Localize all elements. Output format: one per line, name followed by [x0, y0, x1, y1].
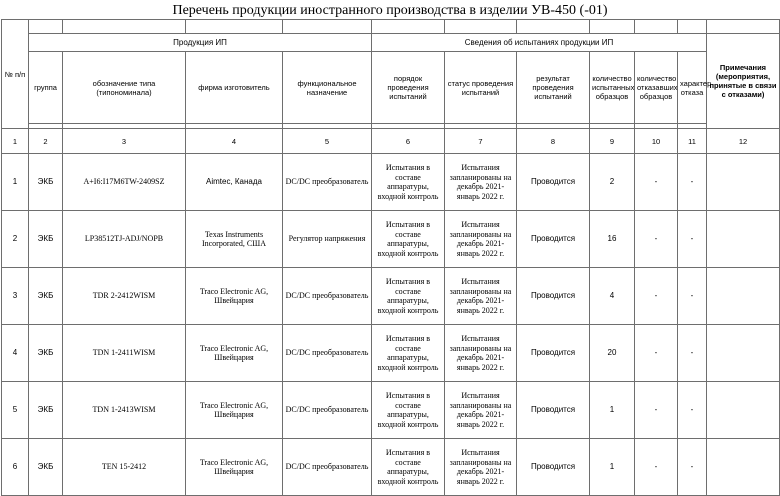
column-number: 11	[678, 129, 707, 154]
cell-maker: Traco Electronic AG, Швейцария	[186, 268, 283, 325]
col-header-num: № п/п	[2, 20, 29, 129]
cell-notes	[707, 382, 780, 439]
cell-tested: 4	[590, 268, 635, 325]
cell-group: ЭКБ	[29, 325, 63, 382]
col-header-maker: фирма изготовитель	[186, 52, 283, 124]
cell-result: Проводится	[517, 154, 590, 211]
cell-status: Испытания запланированы на декабрь 2021-январь 2022 г.	[445, 211, 517, 268]
cell-notes	[707, 268, 780, 325]
cell-order: Испытания в составе аппаратуры, входной контроль	[372, 439, 445, 496]
cell-type: TDN 1-2411WISM	[63, 325, 186, 382]
cell-result: Проводится	[517, 211, 590, 268]
cell-tested: 20	[590, 325, 635, 382]
cell-tested: 2	[590, 154, 635, 211]
cell-type: TDR 2-2412WISM	[63, 268, 186, 325]
cell-status: Испытания запланированы на декабрь 2021-январь 2022 г.	[445, 382, 517, 439]
cell-function: DC/DC преобразователь	[283, 268, 372, 325]
cell-num: 5	[2, 382, 29, 439]
cell-function: DC/DC преобразователь	[283, 154, 372, 211]
column-number: 9	[590, 129, 635, 154]
col-header-count-tested: количество испытанных образцов	[590, 52, 635, 124]
cell-failure: -	[678, 154, 707, 211]
cell-failed: -	[635, 325, 678, 382]
cell-result: Проводится	[517, 382, 590, 439]
cell-notes	[707, 154, 780, 211]
cell-status: Испытания запланированы на декабрь 2021-январь 2022 г.	[445, 268, 517, 325]
cell-group: ЭКБ	[29, 439, 63, 496]
cell-type: LP38512TJ-ADJ/NOPB	[63, 211, 186, 268]
top-spacer-row	[2, 20, 780, 34]
cell-group: ЭКБ	[29, 154, 63, 211]
cell-order: Испытания в составе аппаратуры, входной контроль	[372, 382, 445, 439]
cell-failed: -	[635, 154, 678, 211]
table-row	[2, 268, 780, 325]
document-title: Перечень продукции иностранного производства в изделии УВ-450 (-01)	[172, 3, 608, 18]
cell-failed: -	[635, 382, 678, 439]
cell-group: ЭКБ	[29, 268, 63, 325]
cell-num: 3	[2, 268, 29, 325]
table-row	[2, 154, 780, 211]
cell-failure: -	[678, 268, 707, 325]
column-header-row	[2, 52, 780, 124]
column-number: 10	[635, 129, 678, 154]
cell-maker: Traco Electronic AG, Швейцария	[186, 439, 283, 496]
cell-tested: 1	[590, 382, 635, 439]
cell-type: TDN 1-2413WISM	[63, 382, 186, 439]
cell-failed: -	[635, 439, 678, 496]
col-header-failure: характер отказа	[678, 52, 707, 124]
cell-failure: -	[678, 211, 707, 268]
cell-result: Проводится	[517, 325, 590, 382]
column-number: 1	[2, 129, 29, 154]
cell-num: 4	[2, 325, 29, 382]
cell-function: DC/DC преобразователь	[283, 325, 372, 382]
table-row	[2, 211, 780, 268]
cell-maker: Texas Instruments Incorporated, США	[186, 211, 283, 268]
table-row	[2, 439, 780, 496]
cell-result: Проводится	[517, 268, 590, 325]
table-row	[2, 382, 780, 439]
cell-order: Испытания в составе аппаратуры, входной контроль	[372, 268, 445, 325]
cell-result: Проводится	[517, 439, 590, 496]
cell-maker: Traco Electronic AG, Швейцария	[186, 382, 283, 439]
cell-status: Испытания запланированы на декабрь 2021-январь 2022 г.	[445, 439, 517, 496]
cell-failure: -	[678, 439, 707, 496]
cell-function: DC/DC преобразователь	[283, 382, 372, 439]
group-header-product: Продукция ИП	[29, 34, 372, 52]
col-header-group: группа	[29, 52, 63, 124]
cell-tested: 1	[590, 439, 635, 496]
column-number: 4	[186, 129, 283, 154]
cell-type: A+I6:I17M6TW-2409SZ	[63, 154, 186, 211]
col-header-result: результат проведения испытаний	[517, 52, 590, 124]
col-header-function: функциональное назначение	[283, 52, 372, 124]
column-number: 12	[707, 129, 780, 154]
cell-function: DC/DC преобразователь	[283, 439, 372, 496]
cell-tested: 16	[590, 211, 635, 268]
cell-notes	[707, 325, 780, 382]
cell-group: ЭКБ	[29, 211, 63, 268]
cell-failed: -	[635, 268, 678, 325]
col-header-type: обозначение типа (типономинала)	[63, 52, 186, 124]
cell-failure: -	[678, 382, 707, 439]
cell-order: Испытания в составе аппаратуры, входной контроль	[372, 154, 445, 211]
products-table	[1, 19, 780, 496]
cell-status: Испытания запланированы на декабрь 2021-январь 2022 г.	[445, 154, 517, 211]
cell-function: Регулятор напряжения	[283, 211, 372, 268]
cell-failure: -	[678, 325, 707, 382]
cell-maker: Traco Electronic AG, Швейцария	[186, 325, 283, 382]
cell-order: Испытания в составе аппаратуры, входной контроль	[372, 325, 445, 382]
cell-num: 1	[2, 154, 29, 211]
column-number-row	[2, 129, 780, 154]
cell-num: 2	[2, 211, 29, 268]
column-number: 3	[63, 129, 186, 154]
col-header-order: порядок проведения испытаний	[372, 52, 445, 124]
group-header-tests: Сведения об испытаниях продукции ИП	[372, 34, 707, 52]
column-number: 5	[283, 129, 372, 154]
column-number: 7	[445, 129, 517, 154]
cell-num: 6	[2, 439, 29, 496]
cell-type: TEN 15-2412	[63, 439, 186, 496]
cell-failed: -	[635, 211, 678, 268]
col-header-count-failed: количество отказавших образцов	[635, 52, 678, 124]
cell-maker: Aimtec, Канада	[186, 154, 283, 211]
group-header-row	[2, 34, 780, 52]
column-number: 6	[372, 129, 445, 154]
col-header-status: статус проведения испытаний	[445, 52, 517, 124]
col-header-notes: Примечания (мероприятия, принятые в связи с отказами)	[707, 34, 780, 129]
cell-notes	[707, 211, 780, 268]
cell-order: Испытания в составе аппаратуры, входной контроль	[372, 211, 445, 268]
table-row	[2, 325, 780, 382]
cell-group: ЭКБ	[29, 382, 63, 439]
column-number: 8	[517, 129, 590, 154]
cell-notes	[707, 439, 780, 496]
cell-status: Испытания запланированы на декабрь 2021-январь 2022 г.	[445, 325, 517, 382]
column-number: 2	[29, 129, 63, 154]
